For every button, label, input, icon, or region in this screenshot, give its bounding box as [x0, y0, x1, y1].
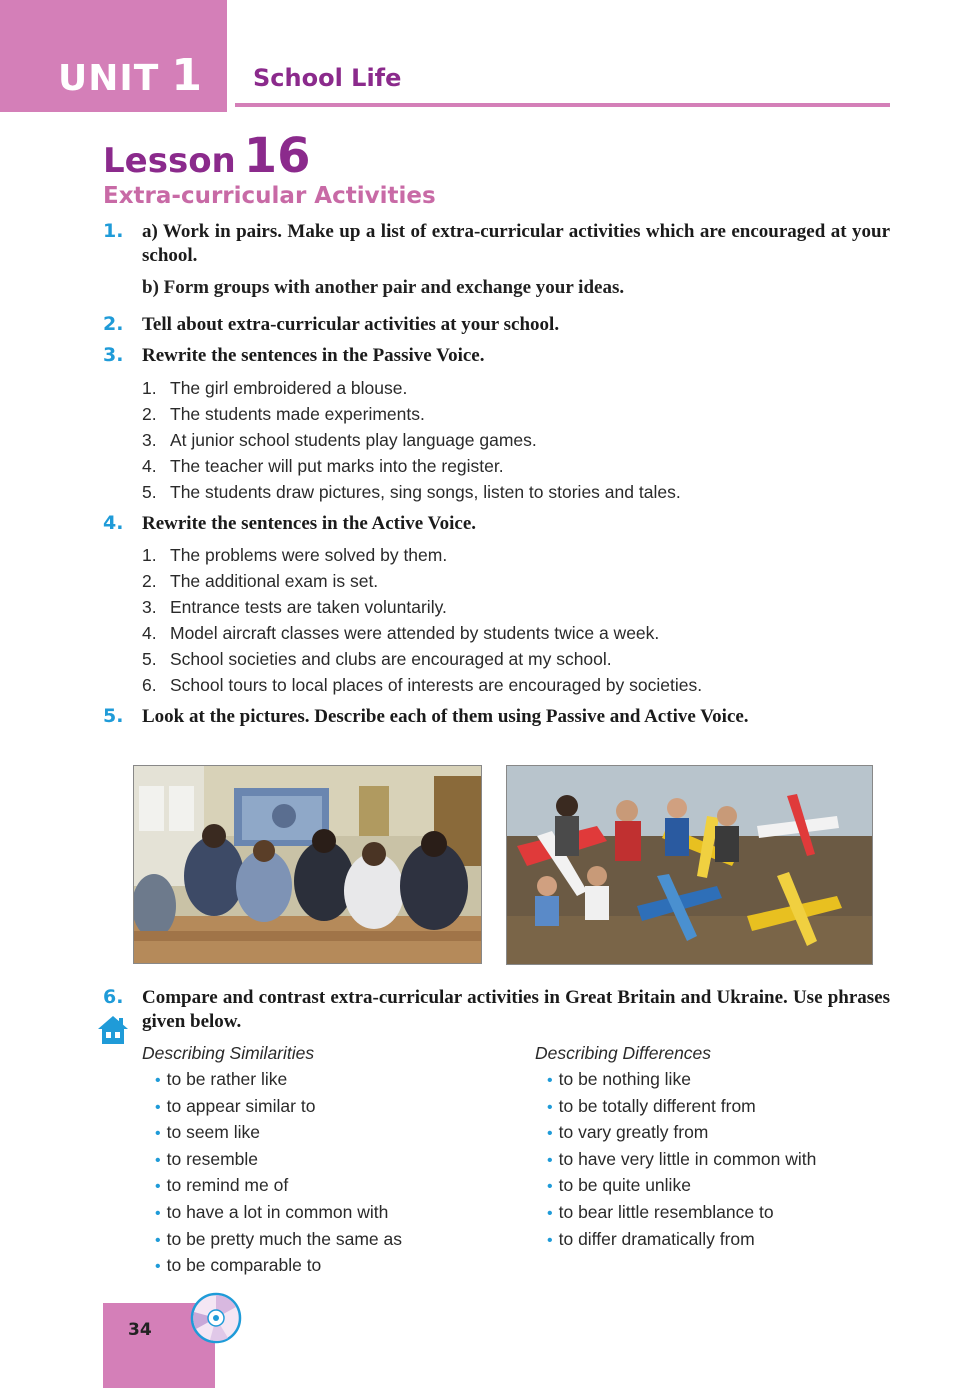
- header-rule: [235, 103, 890, 107]
- lesson-subtitle: Extra-curricular Activities: [103, 183, 436, 209]
- task-number: 3.: [103, 344, 124, 366]
- task-subtext: b) Form groups with another pair and exchange your ideas.: [142, 277, 625, 298]
- task-text: Compare and contrast extra-curricular activities in Great Britain and Ukraine. Use phrases given below.: [142, 987, 890, 1032]
- list-item: • to differ dramatically from: [547, 1228, 755, 1249]
- differences-list: [547, 1067, 816, 1253]
- list-item: 2. The students made experiments.: [142, 404, 425, 424]
- task-number: 1.: [103, 220, 124, 242]
- task-6: [103, 986, 890, 1034]
- similarities-list: [155, 1067, 402, 1280]
- list-item: 4. Model aircraft classes were attended by students twice a week.: [142, 623, 660, 643]
- unit-label: UNIT 1: [58, 50, 203, 101]
- list-item: 1. The girl embroidered a blouse.: [142, 378, 408, 398]
- list-item: • to be quite unlike: [547, 1175, 691, 1196]
- task-text: Rewrite the sentences in the Active Voice.: [142, 513, 477, 534]
- section-title: School Life: [253, 64, 402, 92]
- task-text: a) Work in pairs. Make up a list of extra-curricular activities which are encouraged at your school.: [142, 221, 890, 266]
- list-item: 3. At junior school students play language games.: [142, 430, 537, 450]
- task-5: [103, 705, 890, 729]
- cd-icon: [190, 1292, 242, 1349]
- task-text: Rewrite the sentences in the Passive Voice.: [142, 345, 485, 366]
- list-item: • to appear similar to: [155, 1095, 316, 1116]
- task-text: Look at the pictures. Describe each of them using Passive and Active Voice.: [142, 706, 749, 727]
- task-number: 5.: [103, 705, 124, 727]
- list-item: • to seem like: [155, 1122, 260, 1143]
- list-item: • to be comparable to: [155, 1255, 322, 1276]
- list-item: 4. The teacher will put marks into the register.: [142, 456, 504, 476]
- list-item: 2. The additional exam is set.: [142, 571, 379, 591]
- task-number: 6.: [103, 986, 124, 1008]
- classroom-photo: [133, 765, 482, 964]
- list-item: 1. The problems were solved by them.: [142, 545, 448, 565]
- similarities-heading: Describing Similarities: [142, 1043, 315, 1063]
- list-item: • to have a lot in common with: [155, 1201, 389, 1222]
- list-item: • to bear little resemblance to: [547, 1201, 774, 1222]
- task-4-list: [142, 542, 702, 698]
- lesson-title: Lesson 16: [103, 128, 311, 184]
- page-number: 34: [128, 1320, 152, 1340]
- model-aircraft-photo: [506, 765, 873, 965]
- list-item: • to vary greatly from: [547, 1122, 709, 1143]
- list-item: 3. Entrance tests are taken voluntarily.: [142, 597, 447, 617]
- list-item: • to be nothing like: [547, 1069, 691, 1089]
- task-3-list: [142, 375, 681, 505]
- list-item: • to resemble: [155, 1148, 259, 1169]
- list-item: 6. School tours to local places of interests are encouraged by societies.: [142, 675, 703, 695]
- task-3: [103, 344, 890, 368]
- list-item: • to remind me of: [155, 1175, 289, 1196]
- list-item: • to be totally different from: [547, 1095, 756, 1116]
- unit-number: 1: [171, 50, 203, 101]
- list-item: 5. The students draw pictures, sing songs, listen to stories and tales.: [142, 482, 681, 502]
- task-number: 4.: [103, 512, 124, 534]
- task-number: 2.: [103, 313, 124, 335]
- task-1: [103, 220, 890, 300]
- differences-heading: Describing Differences: [535, 1043, 712, 1063]
- task-4: [103, 512, 890, 536]
- list-item: • to have very little in common with: [547, 1148, 817, 1169]
- lesson-number: 16: [243, 128, 311, 184]
- task-text: Tell about extra-curricular activities at your school.: [142, 314, 560, 335]
- home-icon: [97, 1014, 129, 1051]
- list-item: • to be rather like: [155, 1069, 288, 1089]
- list-item: 5. School societies and clubs are encouraged at my school.: [142, 649, 612, 669]
- list-item: • to be pretty much the same as: [155, 1228, 403, 1249]
- task-2: [103, 313, 890, 337]
